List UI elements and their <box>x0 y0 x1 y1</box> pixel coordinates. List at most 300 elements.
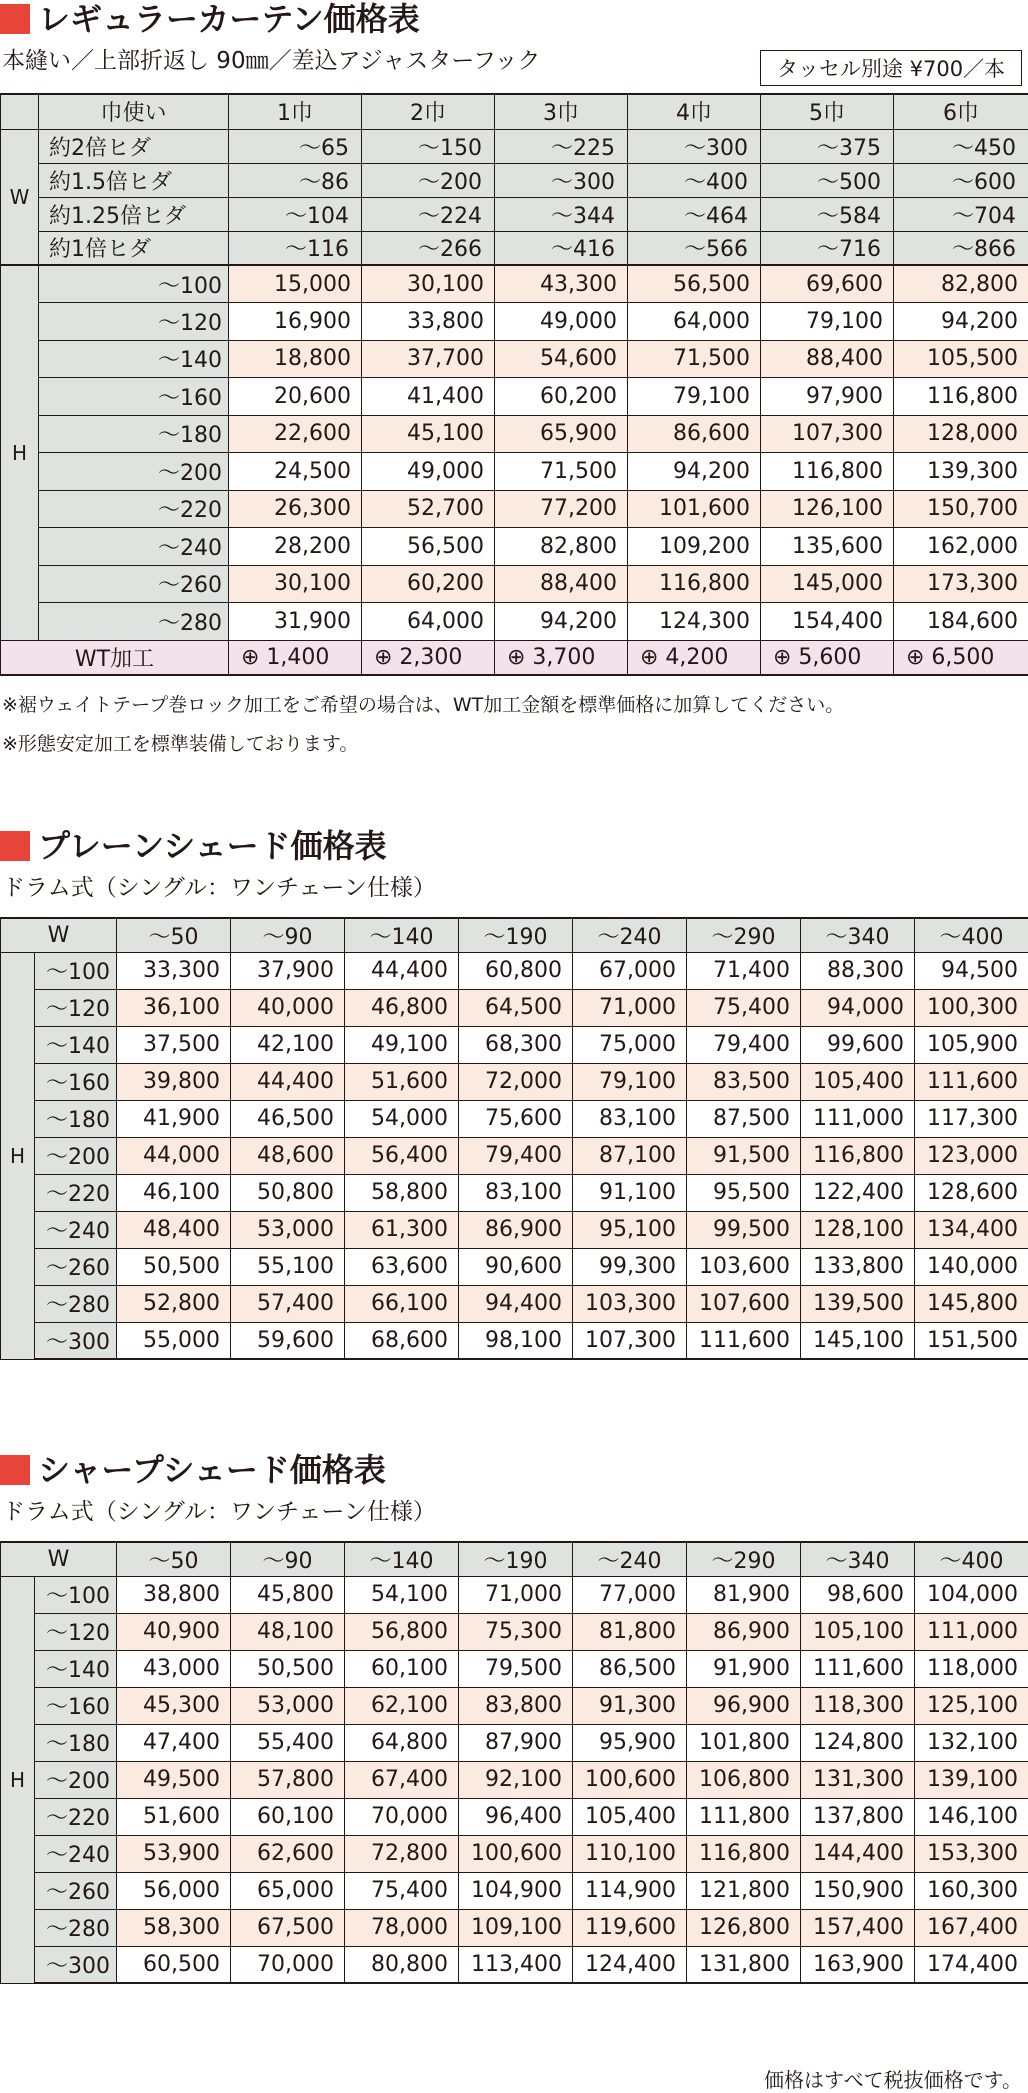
curtain-price-cell: 33,800 <box>362 303 495 341</box>
plain-shade-price-cell: 87,100 <box>573 1137 687 1174</box>
plain-shade-h-row-label: ～280 <box>35 1285 117 1322</box>
plain-shade-row <box>1 1285 1028 1322</box>
sharp-shade-price-cell: 78,000 <box>345 1909 459 1946</box>
sharp-shade-price-cell: 70,000 <box>345 1798 459 1835</box>
sharp-shade-price-cell: 144,400 <box>801 1835 915 1872</box>
sharp-shade-width-column-header: ～400 <box>915 1542 1028 1576</box>
curtain-wt-cell: ⊕ 4,200 <box>628 640 761 675</box>
sharp-shade-price-cell: 104,900 <box>459 1872 573 1909</box>
curtain-w-cell: ～65 <box>229 129 362 163</box>
sharp-shade-w-label: W <box>1 1542 117 1576</box>
sharp-shade-price-cell: 60,100 <box>231 1798 345 1835</box>
plain-shade-width-column-header: ～290 <box>687 918 801 952</box>
sharp-shade-price-cell: 83,800 <box>459 1687 573 1724</box>
plain-shade-price-cell: 99,300 <box>573 1248 687 1285</box>
plain-shade-price-cell: 64,500 <box>459 989 573 1026</box>
plain-shade-h-row-label: ～220 <box>35 1174 117 1211</box>
sharp-shade-price-cell: 124,400 <box>573 1946 687 1983</box>
curtain-w-cell: ～464 <box>628 197 761 231</box>
curtain-w-cell: ～866 <box>894 231 1028 265</box>
plain-shade-price-cell: 40,000 <box>231 989 345 1026</box>
plain-shade-price-cell: 95,100 <box>573 1211 687 1248</box>
curtain-price-cell: 45,100 <box>362 415 495 453</box>
curtain-h-row <box>1 378 1028 416</box>
curtain-price-table <box>0 93 1028 676</box>
curtain-price-cell: 88,400 <box>495 565 628 603</box>
sharp-shade-price-cell: 104,000 <box>915 1576 1028 1613</box>
plain-shade-price-cell: 52,800 <box>117 1285 231 1322</box>
sharp-shade-price-cell: 109,100 <box>459 1909 573 1946</box>
curtain-subtitle: 本縫い／上部折返し 90㎜／差込アジャスターフック <box>2 50 540 73</box>
title-marker-icon <box>0 4 30 34</box>
sharp-shade-price-cell: 153,300 <box>915 1835 1028 1872</box>
curtain-w-cell: ～416 <box>495 231 628 265</box>
curtain-price-cell: 15,000 <box>229 265 362 303</box>
sharp-shade-price-cell: 80,800 <box>345 1946 459 1983</box>
plain-shade-width-column-header: ～140 <box>345 918 459 952</box>
sharp-shade-price-cell: 98,600 <box>801 1576 915 1613</box>
curtain-wt-cell: ⊕ 1,400 <box>229 640 362 675</box>
plain-shade-price-cell: 133,800 <box>801 1248 915 1285</box>
sharp-shade-h-row-label: ～160 <box>35 1687 117 1724</box>
plain-shade-price-cell: 37,900 <box>231 952 345 989</box>
plain-shade-price-cell: 75,400 <box>687 989 801 1026</box>
plain-shade-row <box>1 952 1028 989</box>
plain-shade-row <box>1 1063 1028 1100</box>
plain-shade-price-cell: 139,500 <box>801 1285 915 1322</box>
curtain-h-axis-label: H <box>1 265 39 640</box>
curtain-price-cell: 139,300 <box>894 453 1028 491</box>
sharp-shade-width-column-header: ～240 <box>573 1542 687 1576</box>
curtain-width-column-header: 1巾 <box>229 94 362 129</box>
plain-shade-w-label: W <box>1 918 117 952</box>
sharp-shade-price-cell: 157,400 <box>801 1909 915 1946</box>
curtain-price-cell: 43,300 <box>495 265 628 303</box>
sharp-shade-price-cell: 111,000 <box>915 1613 1028 1650</box>
plain-shade-row <box>1 1026 1028 1063</box>
curtain-price-cell: 71,500 <box>628 340 761 378</box>
plain-shade-width-column-header: ～50 <box>117 918 231 952</box>
sharp-shade-price-cell: 86,900 <box>687 1613 801 1650</box>
curtain-h-row-label: ～240 <box>39 528 229 566</box>
plain-shade-price-cell: 79,400 <box>459 1137 573 1174</box>
sharp-shade-price-cell: 72,800 <box>345 1835 459 1872</box>
plain-shade-price-cell: 67,000 <box>573 952 687 989</box>
sharp-shade-row <box>1 1761 1028 1798</box>
plain-shade-price-cell: 66,100 <box>345 1285 459 1322</box>
plain-shade-price-cell: 71,000 <box>573 989 687 1026</box>
sharp-shade-price-cell: 53,900 <box>117 1835 231 1872</box>
sharp-shade-price-cell: 113,400 <box>459 1946 573 1983</box>
plain-shade-price-cell: 72,000 <box>459 1063 573 1100</box>
plain-shade-price-cell: 94,500 <box>915 952 1028 989</box>
curtain-w-row <box>1 231 1028 265</box>
plain-shade-width-column-header: ～190 <box>459 918 573 952</box>
curtain-price-cell: 64,000 <box>362 603 495 641</box>
curtain-price-cell: 145,000 <box>761 565 894 603</box>
curtain-corner-blank <box>1 94 39 129</box>
plain-shade-price-cell: 140,000 <box>915 1248 1028 1285</box>
sharp-shade-h-row-label: ～180 <box>35 1724 117 1761</box>
plain-shade-price-cell: 79,100 <box>573 1063 687 1100</box>
curtain-header-row <box>1 94 1028 129</box>
sharp-shade-h-row-label: ～220 <box>35 1798 117 1835</box>
plain-shade-h-label: H <box>1 952 35 1359</box>
plain-shade-row <box>1 1211 1028 1248</box>
sharp-shade-price-cell: 38,800 <box>117 1576 231 1613</box>
curtain-h-row <box>1 603 1028 641</box>
plain-shade-price-cell: 100,300 <box>915 989 1028 1026</box>
sharp-shade-width-column-header: ～290 <box>687 1542 801 1576</box>
plain-shade-price-cell: 46,100 <box>117 1174 231 1211</box>
plain-shade-price-cell: 105,900 <box>915 1026 1028 1063</box>
sharp-shade-price-cell: 160,300 <box>915 1872 1028 1909</box>
sharp-shade-price-cell: 79,500 <box>459 1650 573 1687</box>
plain-shade-price-cell: 42,100 <box>231 1026 345 1063</box>
curtain-h-row-label: ～200 <box>39 453 229 491</box>
sharp-shade-price-cell: 60,500 <box>117 1946 231 1983</box>
plain-shade-row <box>1 989 1028 1026</box>
sharp-shade-price-cell: 75,400 <box>345 1872 459 1909</box>
plain-shade-price-cell: 111,600 <box>687 1322 801 1359</box>
curtain-price-cell: 116,800 <box>628 565 761 603</box>
sharp-shade-price-table <box>0 1541 1028 1984</box>
curtain-price-cell: 94,200 <box>628 453 761 491</box>
plain-shade-price-cell: 123,000 <box>915 1137 1028 1174</box>
sharp-shade-price-cell: 47,400 <box>117 1724 231 1761</box>
curtain-w-row <box>1 197 1028 231</box>
curtain-h-row <box>1 528 1028 566</box>
curtain-w-cell: ～300 <box>495 163 628 197</box>
sharp-shade-price-cell: 91,900 <box>687 1650 801 1687</box>
curtain-h-row-label: ～280 <box>39 603 229 641</box>
plain-shade-price-cell: 44,400 <box>231 1063 345 1100</box>
plain-shade-price-cell: 53,000 <box>231 1211 345 1248</box>
curtain-w-row <box>1 163 1028 197</box>
plain-shade-price-cell: 54,000 <box>345 1100 459 1137</box>
sharp-shade-price-cell: 45,300 <box>117 1687 231 1724</box>
plain-shade-price-cell: 68,300 <box>459 1026 573 1063</box>
sharp-shade-price-cell: 49,500 <box>117 1761 231 1798</box>
plain-shade-h-row-label: ～300 <box>35 1322 117 1359</box>
sharp-shade-price-cell: 48,100 <box>231 1613 345 1650</box>
sharp-shade-price-cell: 62,600 <box>231 1835 345 1872</box>
sharp-shade-row <box>1 1613 1028 1650</box>
plain-shade-price-cell: 36,100 <box>117 989 231 1026</box>
plain-shade-width-column-header: ～340 <box>801 918 915 952</box>
plain-shade-price-cell: 48,400 <box>117 1211 231 1248</box>
sharp-shade-price-cell: 53,000 <box>231 1687 345 1724</box>
curtain-price-cell: 30,100 <box>229 565 362 603</box>
sharp-shade-price-cell: 131,800 <box>687 1946 801 1983</box>
curtain-h-row <box>1 340 1028 378</box>
plain-shade-price-cell: 59,600 <box>231 1322 345 1359</box>
curtain-price-cell: 69,600 <box>761 265 894 303</box>
plain-shade-price-cell: 103,300 <box>573 1285 687 1322</box>
plain-shade-price-table <box>0 917 1028 1360</box>
plain-shade-price-cell: 55,000 <box>117 1322 231 1359</box>
curtain-h-row-label: ～120 <box>39 303 229 341</box>
plain-shade-price-cell: 111,600 <box>915 1063 1028 1100</box>
plain-shade-price-cell: 68,600 <box>345 1322 459 1359</box>
plain-shade-price-cell: 60,800 <box>459 952 573 989</box>
sharp-shade-price-cell: 67,400 <box>345 1761 459 1798</box>
plain-shade-price-cell: 88,300 <box>801 952 915 989</box>
curtain-w-cell: ～86 <box>229 163 362 197</box>
curtain-w-cell: ～716 <box>761 231 894 265</box>
plain-shade-price-cell: 145,800 <box>915 1285 1028 1322</box>
plain-shade-price-cell: 145,100 <box>801 1322 915 1359</box>
curtain-w-row-label: 約1.5倍ヒダ <box>39 163 229 197</box>
curtain-price-cell: 86,600 <box>628 415 761 453</box>
curtain-h-row <box>1 265 1028 303</box>
curtain-wt-cell: ⊕ 3,700 <box>495 640 628 675</box>
sharp-shade-price-cell: 100,600 <box>459 1835 573 1872</box>
curtain-price-cell: 105,500 <box>894 340 1028 378</box>
sharp-shade-row <box>1 1798 1028 1835</box>
sharp-shade-price-cell: 60,100 <box>345 1650 459 1687</box>
plain-shade-price-cell: 83,100 <box>459 1174 573 1211</box>
plain-shade-price-cell: 56,400 <box>345 1137 459 1174</box>
sharp-shade-price-cell: 75,300 <box>459 1613 573 1650</box>
plain-shade-width-column-header: ～240 <box>573 918 687 952</box>
sharp-shade-row <box>1 1576 1028 1613</box>
curtain-w-cell: ～566 <box>628 231 761 265</box>
plain-shade-price-cell: 63,600 <box>345 1248 459 1285</box>
curtain-wt-row <box>1 640 1028 675</box>
curtain-price-cell: 20,600 <box>229 378 362 416</box>
plain-shade-price-cell: 99,600 <box>801 1026 915 1063</box>
curtain-price-cell: 54,600 <box>495 340 628 378</box>
plain-shade-price-cell: 107,600 <box>687 1285 801 1322</box>
curtain-price-cell: 162,000 <box>894 528 1028 566</box>
curtain-w-cell: ～224 <box>362 197 495 231</box>
sharp-shade-price-cell: 100,600 <box>573 1761 687 1798</box>
sharp-shade-title-text: シャープシェード価格表 <box>38 1454 386 1486</box>
sharp-shade-width-column-header: ～340 <box>801 1542 915 1576</box>
curtain-w-cell: ～704 <box>894 197 1028 231</box>
sharp-shade-price-cell: 91,300 <box>573 1687 687 1724</box>
sharp-shade-row <box>1 1687 1028 1724</box>
curtain-price-cell: 64,000 <box>628 303 761 341</box>
sharp-shade-price-cell: 174,400 <box>915 1946 1028 1983</box>
curtain-width-column-header: 6巾 <box>894 94 1028 129</box>
curtain-price-cell: 173,300 <box>894 565 1028 603</box>
plain-shade-price-cell: 105,400 <box>801 1063 915 1100</box>
curtain-h-row-label: ～140 <box>39 340 229 378</box>
sharp-shade-row <box>1 1946 1028 1983</box>
plain-shade-h-row-label: ～100 <box>35 952 117 989</box>
plain-shade-row <box>1 1137 1028 1174</box>
sharp-shade-price-cell: 167,400 <box>915 1909 1028 1946</box>
sharp-shade-width-column-header: ～140 <box>345 1542 459 1576</box>
sharp-shade-h-row-label: ～280 <box>35 1909 117 1946</box>
plain-shade-h-row-label: ～240 <box>35 1211 117 1248</box>
curtain-width-column-header: 2巾 <box>362 94 495 129</box>
plain-shade-price-cell: 99,500 <box>687 1211 801 1248</box>
curtain-h-row-label: ～160 <box>39 378 229 416</box>
plain-shade-price-cell: 44,400 <box>345 952 459 989</box>
plain-shade-price-cell: 111,000 <box>801 1100 915 1137</box>
plain-shade-width-column-header: ～90 <box>231 918 345 952</box>
plain-shade-price-cell: 90,600 <box>459 1248 573 1285</box>
plain-shade-price-cell: 117,300 <box>915 1100 1028 1137</box>
plain-shade-price-cell: 57,400 <box>231 1285 345 1322</box>
curtain-price-cell: 88,400 <box>761 340 894 378</box>
curtain-width-column-header: 5巾 <box>761 94 894 129</box>
curtain-price-cell: 37,700 <box>362 340 495 378</box>
sharp-shade-price-cell: 56,000 <box>117 1872 231 1909</box>
curtain-title-text: レギュラーカーテン価格表 <box>38 3 420 35</box>
plain-shade-price-cell: 94,400 <box>459 1285 573 1322</box>
plain-shade-price-cell: 37,500 <box>117 1026 231 1063</box>
plain-shade-price-cell: 50,500 <box>117 1248 231 1285</box>
sharp-shade-price-cell: 163,900 <box>801 1946 915 1983</box>
curtain-price-cell: 94,200 <box>495 603 628 641</box>
curtain-w-cell: ～225 <box>495 129 628 163</box>
sharp-shade-price-cell: 118,300 <box>801 1687 915 1724</box>
curtain-price-cell: 28,200 <box>229 528 362 566</box>
curtain-w-cell: ～500 <box>761 163 894 197</box>
sharp-shade-price-cell: 86,500 <box>573 1650 687 1687</box>
sharp-shade-price-cell: 121,800 <box>687 1872 801 1909</box>
curtain-h-row <box>1 303 1028 341</box>
curtain-w-row-label: 約2倍ヒダ <box>39 129 229 163</box>
tassel-note: タッセル別途 ¥700／本 <box>760 50 1022 86</box>
plain-shade-price-cell: 87,500 <box>687 1100 801 1137</box>
curtain-corner-label: 巾使い <box>39 94 229 129</box>
sharp-shade-h-row-label: ～300 <box>35 1946 117 1983</box>
curtain-w-cell: ～150 <box>362 129 495 163</box>
curtain-price-cell: 31,900 <box>229 603 362 641</box>
curtain-price-cell: 82,800 <box>894 265 1028 303</box>
sharp-shade-price-cell: 62,100 <box>345 1687 459 1724</box>
sharp-shade-price-cell: 101,800 <box>687 1724 801 1761</box>
sharp-shade-price-cell: 119,600 <box>573 1909 687 1946</box>
sharp-shade-price-cell: 116,800 <box>687 1835 801 1872</box>
sharp-shade-width-column-header: ～90 <box>231 1542 345 1576</box>
sharp-shade-price-cell: 51,600 <box>117 1798 231 1835</box>
curtain-price-cell: 107,300 <box>761 415 894 453</box>
sharp-shade-price-cell: 70,000 <box>231 1946 345 1983</box>
curtain-price-cell: 97,900 <box>761 378 894 416</box>
curtain-w-cell: ～266 <box>362 231 495 265</box>
curtain-price-cell: 49,000 <box>495 303 628 341</box>
plain-shade-h-row-label: ～180 <box>35 1100 117 1137</box>
plain-shade-row <box>1 1100 1028 1137</box>
sharp-shade-width-column-header: ～50 <box>117 1542 231 1576</box>
curtain-price-cell: 126,100 <box>761 490 894 528</box>
plain-shade-header-row <box>1 918 1028 952</box>
curtain-h-row <box>1 565 1028 603</box>
sharp-shade-row <box>1 1650 1028 1687</box>
curtain-w-cell: ～400 <box>628 163 761 197</box>
curtain-w-cell: ～344 <box>495 197 628 231</box>
plain-shade-price-cell: 33,300 <box>117 952 231 989</box>
sharp-shade-price-cell: 132,100 <box>915 1724 1028 1761</box>
plain-shade-price-cell: 75,000 <box>573 1026 687 1063</box>
curtain-w-cell: ～450 <box>894 129 1028 163</box>
curtain-price-cell: 79,100 <box>628 378 761 416</box>
sharp-shade-price-cell: 92,100 <box>459 1761 573 1798</box>
plain-shade-price-cell: 44,000 <box>117 1137 231 1174</box>
sharp-shade-price-cell: 71,000 <box>459 1576 573 1613</box>
curtain-h-row-label: ～220 <box>39 490 229 528</box>
curtain-price-cell: 71,500 <box>495 453 628 491</box>
curtain-wt-label: WT加工 <box>1 640 229 675</box>
curtain-w-cell: ～116 <box>229 231 362 265</box>
plain-shade-price-cell: 75,600 <box>459 1100 573 1137</box>
sharp-shade-h-row-label: ～260 <box>35 1872 117 1909</box>
curtain-h-row <box>1 415 1028 453</box>
sharp-shade-width-column-header: ～190 <box>459 1542 573 1576</box>
sharp-shade-title <box>0 1454 386 1486</box>
curtain-width-column-header: 4巾 <box>628 94 761 129</box>
curtain-price-cell: 101,600 <box>628 490 761 528</box>
sharp-shade-h-row-label: ～140 <box>35 1650 117 1687</box>
plain-shade-row <box>1 1322 1028 1359</box>
sharp-shade-h-row-label: ～200 <box>35 1761 117 1798</box>
curtain-price-cell: 49,000 <box>362 453 495 491</box>
plain-shade-price-cell: 71,400 <box>687 952 801 989</box>
plain-shade-row <box>1 1248 1028 1285</box>
curtain-price-cell: 52,700 <box>362 490 495 528</box>
sharp-shade-price-cell: 87,900 <box>459 1724 573 1761</box>
curtain-w-cell: ～300 <box>628 129 761 163</box>
sharp-shade-price-cell: 40,900 <box>117 1613 231 1650</box>
sharp-shade-price-cell: 105,400 <box>573 1798 687 1835</box>
curtain-price-cell: 154,400 <box>761 603 894 641</box>
sharp-shade-price-cell: 43,000 <box>117 1650 231 1687</box>
curtain-price-cell: 128,000 <box>894 415 1028 453</box>
plain-shade-price-cell: 58,800 <box>345 1174 459 1211</box>
sharp-shade-header-row <box>1 1542 1028 1576</box>
curtain-w-cell: ～600 <box>894 163 1028 197</box>
sharp-shade-price-cell: 55,400 <box>231 1724 345 1761</box>
plain-shade-price-cell: 128,100 <box>801 1211 915 1248</box>
curtain-price-cell: 124,300 <box>628 603 761 641</box>
sharp-shade-price-cell: 146,100 <box>915 1798 1028 1835</box>
plain-shade-row <box>1 1174 1028 1211</box>
plain-shade-price-cell: 128,600 <box>915 1174 1028 1211</box>
curtain-price-cell: 26,300 <box>229 490 362 528</box>
sharp-shade-price-cell: 106,800 <box>687 1761 801 1798</box>
plain-shade-price-cell: 49,100 <box>345 1026 459 1063</box>
sharp-shade-price-cell: 118,000 <box>915 1650 1028 1687</box>
plain-shade-price-cell: 134,400 <box>915 1211 1028 1248</box>
curtain-price-cell: 116,800 <box>761 453 894 491</box>
sharp-shade-price-cell: 131,300 <box>801 1761 915 1798</box>
sharp-shade-price-cell: 139,100 <box>915 1761 1028 1798</box>
curtain-w-cell: ～200 <box>362 163 495 197</box>
plain-shade-title <box>0 830 387 862</box>
curtain-price-cell: 77,200 <box>495 490 628 528</box>
curtain-price-cell: 60,200 <box>362 565 495 603</box>
curtain-w-cell: ～584 <box>761 197 894 231</box>
sharp-shade-price-cell: 50,500 <box>231 1650 345 1687</box>
curtain-h-row <box>1 490 1028 528</box>
plain-shade-h-row-label: ～200 <box>35 1137 117 1174</box>
curtain-title <box>0 3 420 35</box>
sharp-shade-price-cell: 45,800 <box>231 1576 345 1613</box>
plain-shade-price-cell: 98,100 <box>459 1322 573 1359</box>
plain-shade-price-cell: 48,600 <box>231 1137 345 1174</box>
curtain-h-row <box>1 453 1028 491</box>
curtain-price-cell: 150,700 <box>894 490 1028 528</box>
plain-shade-price-cell: 151,500 <box>915 1322 1028 1359</box>
plain-shade-price-cell: 46,500 <box>231 1100 345 1137</box>
curtain-w-row <box>1 129 1028 163</box>
